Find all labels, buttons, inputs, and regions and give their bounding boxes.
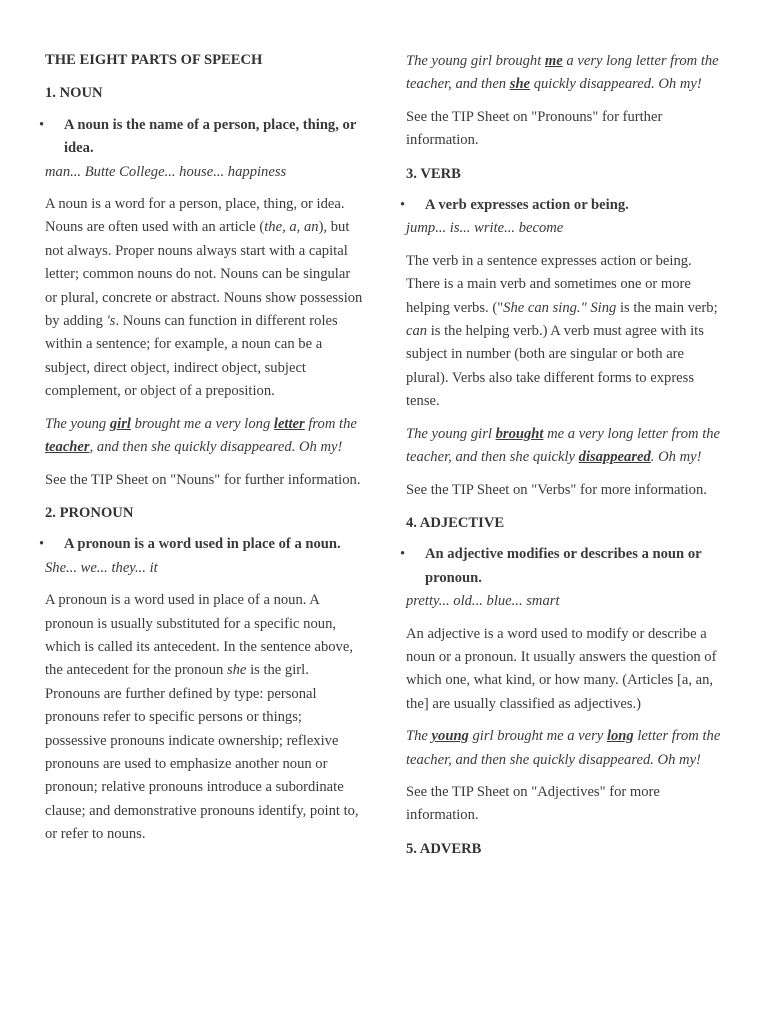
adjective-examples: pretty... old... blue... smart <box>406 593 560 610</box>
sentence-text: The <box>406 728 432 745</box>
adjective-definition-bullet: • An adjective modifies or describes a noun or pronoun. <box>406 543 728 590</box>
sentence-text: The young <box>45 415 110 432</box>
sentence-text: girl brought me a very <box>468 728 607 745</box>
highlighted-verb: disappeared <box>578 449 651 466</box>
sentence-text: letter from the teacher, and then she quickly disappeared. Oh my! <box>406 728 721 768</box>
pronoun-example-sentence <box>406 50 728 97</box>
noun-possessive: 's <box>106 313 116 330</box>
verb-helping-inline: can <box>406 323 428 340</box>
highlighted-noun: teacher <box>45 439 90 456</box>
verb-heading: 3. VERB <box>406 165 461 182</box>
adjective-example-sentence <box>406 725 728 772</box>
highlighted-verb: brought <box>495 425 544 442</box>
verb-tip-sheet-reference: See the TIP Sheet on "Verbs" for more information. <box>406 481 707 498</box>
verb-examples: jump... is... write... become <box>406 220 564 237</box>
noun-paragraph-text: ), but not always. Proper nouns always start with a capital letter; common nouns do not. Nouns can be singular or plural, concrete or abstract. Nouns show possession by adding <box>45 219 363 330</box>
sentence-text: quickly disappeared. Oh my! <box>530 76 702 93</box>
pronoun-tip-sheet-reference: See the TIP Sheet on "Pronouns" for further information. <box>406 108 663 149</box>
verb-definition-bullet: • A verb expresses action or being. <box>406 194 728 217</box>
sentence-text: brought me a very long <box>130 415 274 432</box>
noun-paragraph-text: A noun is a word for a person, place, thing, or idea. Nouns are often used with an article ( <box>45 196 345 236</box>
verb-paragraph-text: is the helping verb.) A verb must agree with its subject in number (both are singular or both are plural). Verbs also take different forms to express tense. <box>406 323 704 410</box>
noun-paragraph <box>45 193 363 404</box>
verb-paragraph-text: is the main verb; <box>616 299 718 316</box>
sentence-text: . Oh my! <box>650 449 702 466</box>
highlighted-adjective: young <box>431 728 469 745</box>
pronoun-definition-bullet: • A pronoun is a word used in place of a noun. <box>45 533 363 556</box>
pronoun-heading: 2. PRONOUN <box>45 504 134 521</box>
highlighted-adjective: long <box>606 728 634 745</box>
noun-articles: the, a, an <box>264 219 319 236</box>
pronoun-paragraph-text: is the girl. Pronouns are further defined by type: personal pronouns refer to specific persons or things; possessive pronouns indicate ownership; reflexive pronouns are used to emphasize another noun or pronoun; relative pronouns introduce a subordinate clause; and demonstrative pronouns identify, point to, or refer to nouns. <box>45 662 359 843</box>
pronoun-paragraph <box>45 589 363 846</box>
sentence-text: a very long letter from the teacher, and then <box>406 53 719 93</box>
pronoun-examples: She... we... they... it <box>45 559 158 576</box>
highlighted-noun: letter <box>273 415 305 432</box>
noun-example-sentence <box>45 413 363 460</box>
adjective-paragraph: An adjective is a word used to modify or describe a noun or a pronoun. It usually answers the question of which one, what kind, or how many. (Articles [a, an, the] are usually classified as adjectives.) <box>406 625 717 712</box>
pronoun-paragraph-text: A pronoun is a word used in place of a noun. A pronoun is usually substituted for a specific noun, which is called its antecedent. In the sentence above, the antecedent for the pronoun <box>45 592 353 679</box>
adjective-tip-sheet-reference: See the TIP Sheet on "Adjectives" for more information. <box>406 783 660 824</box>
sentence-text: The young girl brought <box>406 53 545 69</box>
adjective-heading: 4. ADJECTIVE <box>406 514 505 531</box>
highlighted-pronoun: me <box>544 53 563 69</box>
left-column <box>45 49 363 847</box>
highlighted-noun: girl <box>109 415 131 432</box>
verb-example-sentence <box>406 423 728 470</box>
sentence-text: , and then she quickly disappeared. Oh my! <box>89 439 343 456</box>
sentence-text: me a very long letter from the teacher, and then she quickly <box>406 425 721 466</box>
noun-examples: man... Butte College... house... happiness <box>45 163 287 180</box>
noun-heading: 1. NOUN <box>45 85 103 102</box>
noun-paragraph-text: . Nouns can function in different roles within a sentence; for example, a noun can be a subject, direct object, indirect object, subject complement, or object of a preposition. <box>45 313 338 400</box>
adverb-heading: 5. ADVERB <box>406 840 482 857</box>
verb-paragraph <box>406 250 728 414</box>
noun-tip-sheet-reference: See the TIP Sheet on "Nouns" for further information. <box>45 471 361 488</box>
sentence-text: from the <box>304 415 357 432</box>
sentence-text: The young girl <box>406 425 496 442</box>
pronoun-she: she <box>226 662 247 679</box>
document-title: THE EIGHT PARTS OF SPEECH <box>45 52 263 68</box>
verb-example-inline: She can sing." Sing <box>503 299 617 316</box>
noun-definition-bullet: • A noun is the name of a person, place, thing, or idea. <box>45 114 363 161</box>
verb-paragraph-text: The verb in a sentence expresses action or being. There is a main verb and sometimes one or more helping verbs. (" <box>406 252 692 316</box>
right-column <box>406 49 728 861</box>
highlighted-pronoun: she <box>509 76 531 93</box>
